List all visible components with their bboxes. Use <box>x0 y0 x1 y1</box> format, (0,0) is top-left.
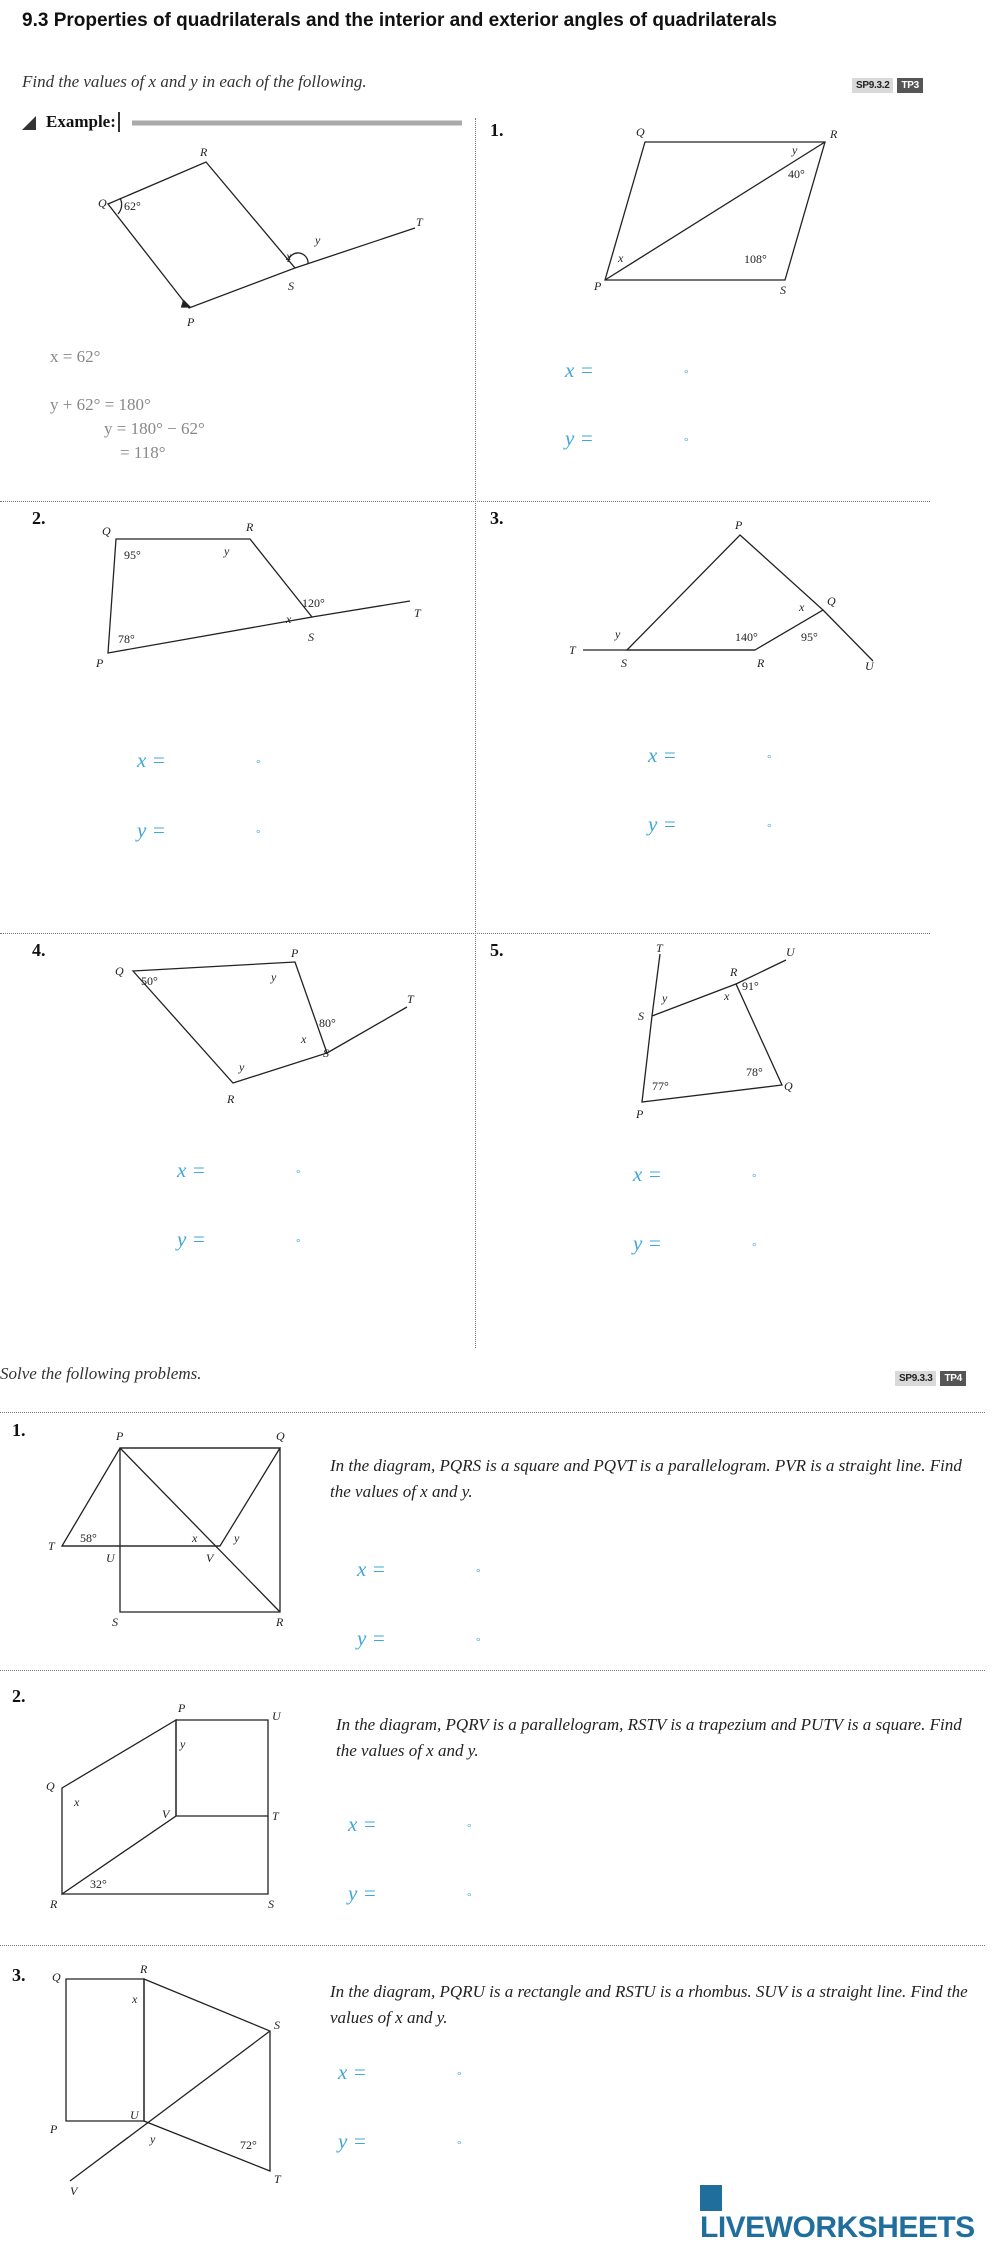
q4-x-answer: x = ° <box>177 1158 301 1182</box>
diag-label: T <box>416 215 423 229</box>
p3-x-input[interactable] <box>377 2063 457 2085</box>
p1-x-answer: x = ° <box>357 1557 481 1581</box>
svg-text:P: P <box>178 1701 186 1715</box>
svg-text:S: S <box>268 1897 274 1911</box>
svg-text:Q: Q <box>276 1429 285 1443</box>
question-number: 4. <box>32 940 46 960</box>
svg-text:x: x <box>618 251 624 265</box>
section2-badges <box>895 1368 966 1386</box>
grid-divider-2 <box>0 933 930 934</box>
p1-y-input[interactable] <box>396 1629 476 1651</box>
q1-y-input[interactable] <box>604 429 684 451</box>
q1-diagram <box>580 120 860 300</box>
logo-mark-icon <box>700 2185 722 2211</box>
problem-divider <box>0 1945 985 1946</box>
grid-vertical-divider <box>475 118 476 1348</box>
q2-y-input[interactable] <box>176 821 256 843</box>
svg-text:S: S <box>274 2018 280 2032</box>
problem-number: 3. <box>12 1965 26 1985</box>
logo-text: LIVEWORKSHEETS <box>700 2211 975 2244</box>
q5-diagram <box>570 940 830 1130</box>
svg-text:R: R <box>246 520 254 534</box>
q3-x-answer: x = ° <box>648 743 772 767</box>
svg-text:140°: 140° <box>735 630 758 644</box>
svg-text:U: U <box>865 659 874 673</box>
liveworksheets-logo <box>700 2185 1000 2245</box>
diag-label: P <box>187 315 195 329</box>
svg-text:77°: 77° <box>652 1079 669 1093</box>
diag-label: 62° <box>124 199 141 213</box>
q1-x-answer: x = ° <box>565 358 689 382</box>
svg-text:T: T <box>272 1809 279 1823</box>
q5-y-input[interactable] <box>672 1234 752 1256</box>
svg-text:y: y <box>271 970 277 984</box>
svg-text:R: R <box>757 656 765 670</box>
q4-y-answer: y = ° <box>177 1227 301 1251</box>
example-work-line: = 118° <box>120 443 166 462</box>
svg-text:108°: 108° <box>744 252 767 266</box>
svg-text:Q: Q <box>102 524 111 538</box>
svg-text:x: x <box>74 1795 80 1809</box>
svg-text:x: x <box>724 989 730 1003</box>
svg-text:x: x <box>799 600 805 614</box>
diag-label: y <box>315 233 321 247</box>
problem-text: In the diagram, PQRV is a parallelogram, RSTV is a trapezium and PUTV is a square. Find the values of x and y. <box>336 1715 962 1760</box>
svg-text:U: U <box>130 2108 139 2122</box>
problem-number: 1. <box>12 1420 26 1440</box>
svg-text:Q: Q <box>115 964 124 978</box>
q4-diagram <box>105 945 435 1110</box>
q4-y-input[interactable] <box>216 1230 296 1252</box>
question-number: 5. <box>490 940 504 960</box>
q2-x-input[interactable] <box>176 751 256 773</box>
svg-text:32°: 32° <box>90 1877 107 1891</box>
p1-x-input[interactable] <box>396 1560 476 1582</box>
q5-x-input[interactable] <box>672 1165 752 1187</box>
svg-text:S: S <box>638 1009 644 1023</box>
svg-text:T: T <box>569 643 576 657</box>
p3-diagram <box>40 1963 310 2198</box>
svg-text:58°: 58° <box>80 1531 97 1545</box>
q2-x-answer: x = ° <box>137 748 261 772</box>
svg-text:78°: 78° <box>118 632 135 646</box>
svg-text:R: R <box>227 1092 235 1106</box>
svg-text:U: U <box>272 1709 281 1723</box>
svg-text:P: P <box>735 518 743 532</box>
svg-text:x: x <box>286 612 292 626</box>
question-number: 3. <box>490 508 504 528</box>
problem-text: In the diagram, PQRS is a square and PQVT is a parallelogram. PVR is a straight line. Find the values of x and y. <box>330 1456 962 1501</box>
question-number: 2. <box>32 508 46 528</box>
q3-diagram <box>555 515 895 680</box>
svg-text:y: y <box>234 1531 240 1545</box>
svg-text:x: x <box>132 1992 138 2006</box>
svg-text:80°: 80° <box>319 1016 336 1030</box>
svg-text:72°: 72° <box>240 2138 257 2152</box>
section2-divider <box>0 1412 985 1413</box>
p2-x-input[interactable] <box>387 1815 467 1837</box>
svg-text:50°: 50° <box>141 974 158 988</box>
svg-text:R: R <box>730 965 738 979</box>
example-label: Example: <box>44 112 120 132</box>
q3-x-input[interactable] <box>687 746 767 768</box>
svg-text:R: R <box>140 1963 148 1976</box>
q4-x-input[interactable] <box>216 1161 296 1183</box>
problem-number: 2. <box>12 1686 26 1706</box>
svg-text:x: x <box>192 1531 198 1545</box>
p1-diagram <box>40 1420 310 1640</box>
section1-instruction: Find the values of x and y in each of the following. <box>22 72 367 91</box>
svg-text:P: P <box>50 2122 58 2136</box>
svg-text:T: T <box>48 1539 55 1553</box>
svg-text:S: S <box>308 630 314 644</box>
svg-text:P: P <box>291 946 299 960</box>
svg-text:Q: Q <box>784 1079 793 1093</box>
svg-text:R: R <box>830 127 838 141</box>
section1-badges <box>852 75 923 93</box>
svg-text:V: V <box>206 1551 214 1565</box>
sp-badge: SP9.3.2 <box>852 78 893 93</box>
diag-label: Q <box>98 196 107 210</box>
svg-text:P: P <box>116 1429 124 1443</box>
svg-text:V: V <box>70 2184 78 2198</box>
svg-text:y: y <box>150 2132 156 2146</box>
q5-x-answer: x = ° <box>633 1162 757 1186</box>
example-diagram <box>60 140 440 330</box>
p3-y-input[interactable] <box>377 2132 457 2154</box>
svg-text:120°: 120° <box>302 596 325 610</box>
svg-text:R: R <box>50 1897 58 1911</box>
tp-badge: TP4 <box>940 1371 965 1386</box>
svg-text:U: U <box>786 945 795 959</box>
p2-y-answer: y = ° <box>348 1881 472 1905</box>
svg-text:y: y <box>615 627 621 641</box>
svg-text:P: P <box>636 1107 644 1121</box>
svg-text:U: U <box>106 1551 115 1565</box>
p1-y-answer: y = ° <box>357 1626 481 1650</box>
svg-text:Q: Q <box>827 594 836 608</box>
q3-y-answer: y = ° <box>648 812 772 836</box>
section2-instruction: Solve the following problems. <box>0 1364 202 1383</box>
p3-y-answer: y = ° <box>338 2129 462 2153</box>
svg-text:95°: 95° <box>801 630 818 644</box>
svg-text:y: y <box>792 143 798 157</box>
question-number: 1. <box>490 120 504 140</box>
q2-y-answer: y = ° <box>137 818 261 842</box>
q1-y-answer: y = ° <box>565 426 689 450</box>
svg-text:91°: 91° <box>742 979 759 993</box>
svg-text:Q: Q <box>52 1970 61 1984</box>
example-work-line: y + 62° = 180° <box>50 395 151 414</box>
svg-text:P: P <box>96 656 104 670</box>
q5-y-answer: y = ° <box>633 1231 757 1255</box>
svg-text:S: S <box>621 656 627 670</box>
svg-text:y: y <box>662 991 668 1005</box>
svg-text:x: x <box>301 1032 307 1046</box>
svg-text:Q: Q <box>636 125 645 139</box>
q1-x-input[interactable] <box>604 361 684 383</box>
svg-text:S: S <box>112 1615 118 1629</box>
example-work-line: x = 62° <box>50 347 101 366</box>
tp-badge: TP3 <box>897 78 922 93</box>
p2-x-answer: x = ° <box>348 1812 472 1836</box>
svg-text:S: S <box>780 283 786 297</box>
svg-text:T: T <box>274 2172 281 2186</box>
svg-text:y: y <box>239 1060 245 1074</box>
p2-y-input[interactable] <box>387 1884 467 1906</box>
svg-text:S: S <box>323 1046 329 1060</box>
svg-text:40°: 40° <box>788 167 805 181</box>
svg-text:y: y <box>224 544 230 558</box>
svg-text:T: T <box>407 992 414 1006</box>
sp-badge: SP9.3.3 <box>895 1371 936 1386</box>
example-header <box>22 110 467 141</box>
q3-y-input[interactable] <box>687 815 767 837</box>
q2-diagram <box>90 515 450 675</box>
p3-x-answer: x = ° <box>338 2060 462 2084</box>
grid-divider-1 <box>0 501 930 502</box>
svg-text:T: T <box>656 941 663 955</box>
problem-text: In the diagram, PQRU is a rectangle and RSTU is a rhombus. SUV is a straight line. Find the values of x and y. <box>330 1982 968 2027</box>
svg-text:P: P <box>594 279 602 293</box>
svg-text:78°: 78° <box>746 1065 763 1079</box>
svg-text:T: T <box>414 606 421 620</box>
problem-divider <box>0 1670 985 1671</box>
diag-label: R <box>200 145 208 159</box>
svg-text:R: R <box>276 1615 284 1629</box>
example-work-line: y = 180° − 62° <box>104 419 205 438</box>
svg-text:Q: Q <box>46 1779 55 1793</box>
diag-label: S <box>288 279 294 293</box>
p2-diagram <box>40 1690 310 1915</box>
diag-label: x <box>286 249 292 263</box>
svg-text:V: V <box>162 1807 170 1821</box>
svg-text:95°: 95° <box>124 548 141 562</box>
svg-text:y: y <box>180 1737 186 1751</box>
page-title: 9.3 Properties of quadrilaterals and the interior and exterior angles of quadrilaterals <box>22 10 777 31</box>
